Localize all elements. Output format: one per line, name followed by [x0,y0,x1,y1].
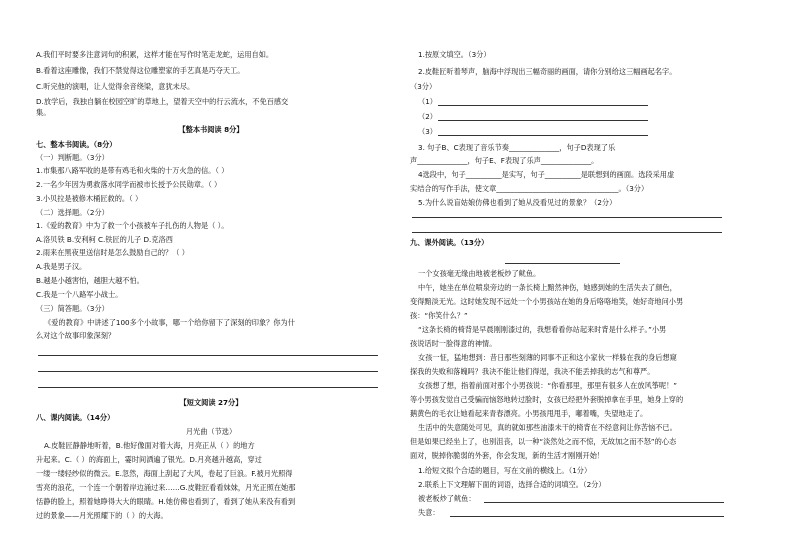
answer-line [38,355,378,356]
question-2-score: （3分） [410,82,437,91]
short-reading-header: 【短文阅读 27分】 [179,398,243,407]
choice-1-options: A.洛贝铁 B.安利柯 C.铁匠的儿子 D.克洛西 [36,235,173,244]
passage-line: 雪亮的浪花，一个连一个朝着岸边涌过来……G.皮鞋匠看看妹妹，月光正照在她那 [36,483,296,492]
essay-line: 探我的失败和落魄吗？我决不能让他们得逞，我决不能丢掉我的志气和尊严。 [410,367,655,376]
blank-3-line [438,135,648,136]
choice-2-c: C.我是一个八路军小战士。 [36,290,123,299]
passage-title: 月光曲（节选） [185,427,237,436]
choice-2-a: A.我是男子汉。 [36,262,87,271]
essay-line: “这条长椅的椅背是早晨刚刚漆过的，我想看看你站起来时背是什么样子。”小男 [418,325,667,334]
title-blank-line [505,263,620,264]
judge-2: 2.一名少年因为勇救落水同学而被市长授予公民勋章。（ ） [36,180,222,189]
passage-line: 恬静的脸上，照着她睁得大大的眼睛。H.她仿佛也看到了，看到了她从来没有看到 [36,497,296,506]
option-c: C.听完他的演唱，让人觉得余音绕梁，意犹未尽。 [36,82,195,91]
question-5: 5.为什么说盲姑娘仿佛也看到了她从没看见过的景象？（2分） [418,198,617,207]
passage-line: 升起来。C.（ ）的海面上，霎时间洒遍了银光。D.月亮越升越高，穿过 [36,455,262,464]
vocab-item-1: 被老板炒了鱿鱼： [418,494,476,503]
essay-line: 中午，她坐在单位喷泉旁边的一条长椅上黯然神伤，她感到她的生活失去了颜色， [418,283,677,292]
essay-line: 孩说话时一脸得意的神情。 [410,339,497,348]
essay-line: 生活中的失意随处可见，真的就如那些油漆未干的椅背在不经意间让你苦恼不已。 [418,423,677,432]
essay-line: 一个女孩毫无缘由地被老板炒了鱿鱼。 [418,269,541,278]
passage-line: 一缕一缕轻纱似的微云。E.忽然，海面上刮起了大风，卷起了巨浪。F.被月光照得 [36,469,293,478]
essay-line: 孩：“你笑什么？” [410,311,468,320]
essay-line: 女孩想了想，指着前面对那个小男孩说：“你看那里，那里有很多人在放风筝呢！” [418,381,678,390]
blank-1-line [438,105,648,106]
choice-2-b: B.越是小越害怕，越胆大越不怕。 [36,276,144,285]
judge-3: 3.小贝拉是被修木桶匠救的。（ ） [36,194,143,203]
essay-question-2: 2.联系上下文理解下面的词语，选择合适的词填空。（2分） [418,480,606,489]
essay-line: 等小男孩发觉自己受骗而恼怒地转过脸时，女孩已经把外套脱掉拿在手里，她身上穿的 [410,395,684,404]
essay-line: 女孩一怔，猛地想到：昔日那些刻薄的同事不正和这小家伙一样躲在我的身后想窥 [418,353,677,362]
choice-2: 2.雨来在黑夜里送信时是怎么鼓励自己的？（ ） [36,248,189,257]
vocab-item-2: 失意： [418,508,440,517]
blank-2-label: （2） [418,112,437,121]
question-4-line2: 实结合的写作手法，使文章__________________________________。（3分） [410,184,649,193]
section-8-title: 八、课内阅读。（14分） [36,413,115,422]
choice-title: （二）选择题。（2分） [36,208,109,217]
essay-line: 但是如果已经坐上了，也别沮丧，以一种“淡然处之而不惊，无故加之而不怒”的心态 [410,437,677,446]
blank-3-label: （3） [418,127,437,136]
brief-question-line1: 《爱的教育》中讲述了100多个小故事，哪一个给你留下了深刻的印象？你为什 [44,318,295,327]
passage-line: A.皮鞋匠静静地听着，B.他好像面对着大海，月亮正从（ ）的地方 [44,441,255,450]
brief-title: （三）简答题。（3分） [36,304,109,313]
section-9-title: 九、课外阅读。（13分） [410,238,489,247]
judge-1: 1.市集那八路军收的是带有鸡毛和火柴的十万火急的信。（ ） [36,166,229,175]
vocab-answer-line [484,502,724,503]
vocab-answer-line [450,516,724,517]
option-d-line1: D.放学后，我独自躺在校园空旷的草地上，望着天空中的行云流水，不免百感交 [36,97,289,106]
whole-book-header: 【整本书阅读 8分】 [178,125,244,134]
question-2: 2.皮鞋匠听着琴声，脑海中浮现出三幅奇丽的画面，请你分别给这三幅画起名字。 [418,67,677,76]
essay-line: 鹅黄色的毛衣让她看起来青春漂亮。小男孩甩甩手，嘟着嘴，失望地走了。 [410,409,648,418]
brief-question-line2: 么对这个故事印象深刻？ [36,331,116,340]
question-3-line2: 声______________，句子E、F表现了乐声______________。 [410,156,599,165]
question-4-line1: 4选段中，句子__________是实写，句子__________是联想到的画面。选段采用虚 [418,170,675,179]
blank-1-label: （1） [418,97,437,106]
answer-line [38,387,378,388]
option-a: A.我们平时要多注意词句的积累，这样才能在写作时笔走龙蛇，运用自如。 [36,50,274,59]
answer-line [38,371,378,372]
question-3-line1: 3. 句子B、C表现了音乐节奏______________，句子D表现了乐 [418,143,616,152]
choice-1: 1.《爱的教育》中为了救一个小孩被车子扎伤的人物是（ ）。 [36,221,229,230]
passage-line: 过的景象——月光照耀下的（ ）的大海。 [36,511,168,520]
judge-title: （一）判断题。（3分） [36,153,109,162]
question-1: 1.按原文填空。（3分） [418,50,491,59]
answer-line [412,217,722,218]
option-b: B.看着这座雕像，我们不禁觉得这位雕塑家的手艺真是巧夺天工。 [36,66,245,75]
section-7-title: 七、整本书阅读。（8分） [36,140,117,149]
essay-line: 面对，脱掉你脆弱的外套，你会发现，新的生活才刚刚开始！ [410,451,605,460]
option-d-line2: 集。 [36,108,51,117]
essay-question-1: 1.给短文拟个合适的题目，写在文前的横线上。（1分） [418,466,592,475]
answer-line [412,232,722,233]
blank-2-line [438,120,648,121]
essay-line: 变得黯淡无光。这时她发现不远处一个小男孩站在她的身后咯咯地笑，她好奇地问小男 [410,297,684,306]
